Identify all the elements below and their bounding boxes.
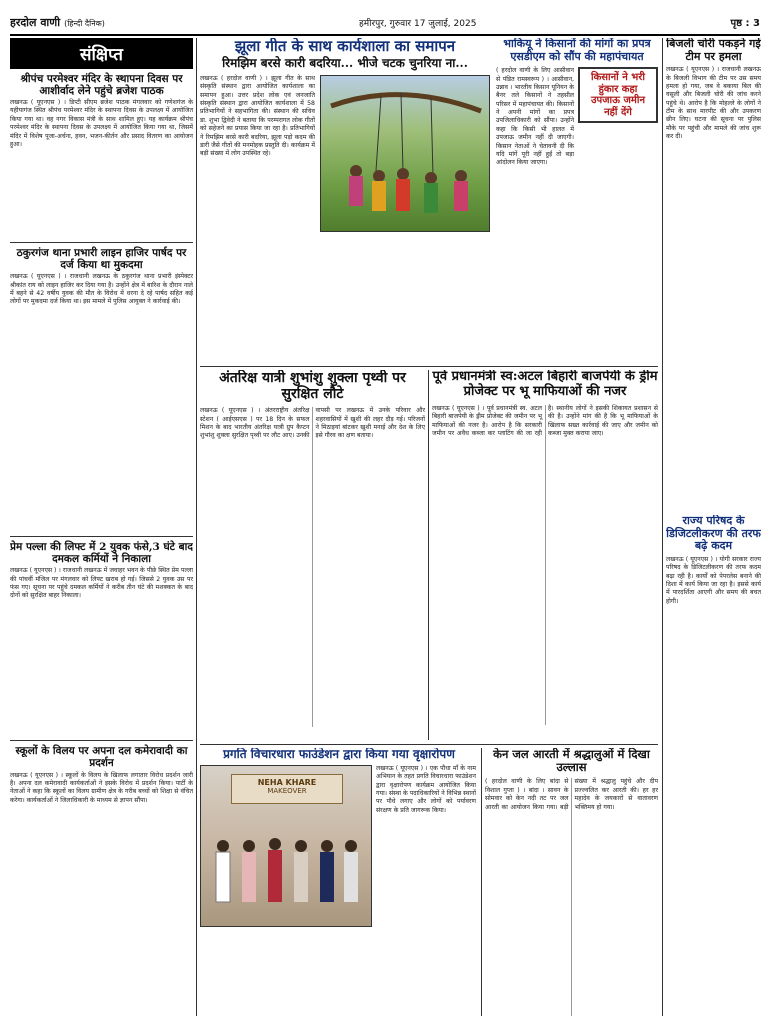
brief-item-4 [10,745,193,805]
atal-story [432,370,658,740]
sankshipt-title: संक्षिप्त [10,38,193,69]
banner-text-left: NEHA KHARE [257,777,317,787]
brief-headline: स्कूलों के विलय पर अपना दल कमेरावादी का प्रदर्शन [15,745,188,770]
bijli-body: लखनऊ ( यूएनएस ) । राजधानी लखनऊ के बिजली विभाग की टीम पर उस समय हमला हो गया, जब वे बकाया बिल की वसूली और बिजली चोरी की जांच करने पहुंचे थे। आरोप है कि मोहल्ले के लोगों ने टीम के साथ मारपीट की और उपकरण छीन लिए। घटना की सूचना पर पुलिस मौके पर पहुंची और मामले की जांच शुरू कर दी। [666,66,761,141]
paper-type: (हिन्दी दैनिक) [64,18,105,28]
bhakiyu-body: ( हरदोल वाणी के लिए आसीवान से पंडित रामस्वरूप ) । आसीवान, उन्नाव । भारतीय किसान यूनियन के बैनर तले किसानों ने तहसील परिसर में महापंचायत की। किसानों ने अपनी मांगों का प्रपत्र उपजिलाधिकारी को सौंपा। उन्होंने कहा कि किसी भी हालत में उपजाऊ जमीन नहीं दी जाएगी। किसान नेताओं ने चेतावनी दी कि यदि मांगें पूरी नहीं हुईं तो बड़ा आंदोलन किया जाएगा। [496,67,574,167]
shukla-headline: अंतरिक्ष यात्री शुभांशु शुक्ला पृथ्वी पर सुरक्षित लौटे [219,370,406,403]
boxed-quote-text: किसानों ने भरी हुंकार कहा उपजाऊ जमीन नहीं देंगे [590,72,646,118]
swing-scene-icon [321,76,489,231]
brief-item-3 [10,541,193,737]
page-label: पृष्ठ : 3 [730,18,760,29]
brief-headline: प्रेम पल्ला की लिफ्ट में 2 युवक फंसे,3 घंटे बाद दमकल कर्मियों ने निकाला [10,541,193,566]
jhoola-subheadline: रिमझिम बरसे कारी बदरिया... भीजे चटक चुनरिया ना... [222,56,468,71]
vriksharopan-body: लखनऊ ( यूएनएस ) । एक पौधा माँ के नाम अभियान के तहत प्रगति विचारधारा फाउंडेशन द्वारा वृक्षारोपण कार्यक्रम आयोजित किया गया। संस्था के पदाधिकारियों ने विभिन्न स्थानों पर पौधे लगाए और लोगों को पर्यावरण संरक्षण के प्रति जागरूक किया। [376,764,476,814]
rajya-story [666,515,761,1015]
atal-headline: पूर्व प्रधानमंत्री स्व:अटल बिहारी बाजपेयी के ड्रीम प्रोजेक्ट पर भू माफियाओं की नजर [432,370,658,399]
group-people-icon [201,766,371,926]
atal-body: लखनऊ ( यूएनएस ) । पूर्व प्रधानमंत्री स्व. अटल बिहारी बाजपेयी के ड्रीम प्रोजेक्ट की जमीन पर भू माफियाओं की नजर है। आरोप है कि सरकारी जमीन पर अवैध कब्जा कर प्लाटिंग की जा रही है। स्थानीय लोगों ने इसकी शिकायत प्रशासन से की है। उन्होंने मांग की है कि भू माफियाओं के खिलाफ सख्त कार्रवाई की जाए और जमीन को कब्जा मुक्त कराया जाए। [432,404,658,437]
vriksharopan-body-bottom [200,930,478,1010]
bijli-story [666,38,761,438]
banner-text-right: MAKEOVER [267,786,307,795]
sankshipt-column [10,38,193,1016]
brief-item-2 [10,247,193,533]
brief-headline: ठकुरगंज थाना प्रभारी लाइन हाजिर पार्षद पर दर्ज किया था मुकदमा [16,247,187,272]
dateline: हमीरपुर, गुरुवार 17 जुलाई, 2025 [358,18,477,29]
vriksharopan-headline: प्रगति विचारधारा फाउंडेशन द्वारा किया गया वृक्षारोपण [223,748,455,761]
jhoola-headline: झूला गीत के साथ कार्यशाला का समापन [234,38,456,55]
jhoola-photo [320,75,490,232]
rajya-headline: राज्य परिषद के डिजिटलीकरण की तरफ बढ़े कदम [666,515,761,553]
jhoola-body-continued [320,235,490,330]
jhoola-body: लखनऊ ( हरदोल वाणी ) । झूला गीत के साथ संस्कृति संस्थान द्वारा आयोजित कार्यशाला का समापन हुआ। उत्तर प्रदेश लोक एवं जनजाति संस्कृति संस्थान द्वारा आयोजित कार्यशाला में 58 प्रतिभागियों ने सहभागिता की। संस्थान की सचिव डा. शुभा द्विवेदी ने बताया कि परम्परागत लोक गीतों को सहेजने का प्रयास किया जा रहा है। प्रतिभागियों ने रिमझिम बरसे कारी बदरिया, झूला पड़ो कदम की डारी जैसे गीतों की मनमोहक प्रस्तुति दी। कार्यक्रम में बड़ी संख्या में लोग उपस्थित रहे। [200,75,315,158]
shukla-story [200,370,425,740]
brief-body: लखनऊ ( यूएनएस ) । स्कूलों के विलय के खिलाफ लगातार विरोध प्रदर्शन जारी है। अपना दल कमेरावादी कार्यकर्ताओं ने इसके विरोध में प्रदर्शन किया। पार्टी के नेताओं ने कहा कि स्कूलों का विलय ग्रामीण क्षेत्र के गरीब बच्चों को शिक्षा से वंचित करेगा। कार्यकर्ताओं ने जिलाधिकारी के माध्यम से ज्ञापन सौंपा। [10,771,193,804]
vriksharopan-story [200,748,478,1016]
rajya-body: लखनऊ ( यूएनएस ) । योगी सरकार राज्य परिषद के डिजिटलीकरण की तरफ कदम बढ़ा रही है। कार्यों को पेपरलेस बनाने की दिशा में कार्य किया जा रहा है। इससे कार्य में पारदर्शिता आएगी और समय की बचत होगी। [666,555,761,605]
bhakiyu-body-continued [578,126,658,346]
bhakiyu-headline: भाकियू ने किसानों की मांगों का प्रपत्र एसडीएम को सौंप की महापंचायत [503,38,651,63]
paper-name: हरदोल वाणी [10,15,61,29]
masthead [10,10,760,36]
ken-aarti-body: ( हरदोल वाणी के लिए बांदा से विशाल गुप्ता ) । बांदा । सावन के सोमवार को केन नदी तट पर जल आरती का आयोजन किया गया। बड़ी संख्या में श्रद्धालु पहुंचे और दीप प्रज्ज्वलित कर आरती की। हर हर महादेव के जयकारों से वातावरण भक्तिमय हो गया। [485,778,658,811]
brief-headline: श्रीपंच परमेश्वर मंदिर के स्थापना दिवस पर आशीर्वाद लेने पहुंचे ब्रजेश पाठक [20,73,183,98]
boxed-quote [578,67,658,123]
ken-aarti-story [485,748,658,1016]
bhakiyu-story [496,38,658,363]
brief-body: लखनऊ ( यूएनएस ) । राजधानी लखनऊ में जवाहर भवन के पीछे स्थित प्रेम पल्ला की पांचवीं मंजिल पर मंगलवार को लिफ्ट खराब हो गई। जिससे 2 युवक उस पर फंस गए। सूचना पर पहुंचे दमकल कर्मियों ने करीब तीन घंटे की मशक्कत के बाद दोनों को सुरक्षित बाहर निकाला। [10,567,193,600]
jhoola-story [200,38,490,363]
vriksharopan-photo [200,765,372,927]
bijli-headline: बिजली चोरी पकड़ने गई टीम पर हमला [666,38,761,63]
brief-body: लखनऊ ( यूएनएस ) । डिप्टी सीएम ब्रजेश पाठक मंगलवार को गणेशगंज के यहीयागंज स्थित श्रीपंच परमेश्वर मंदिर के स्थापना दिवस के उपलक्ष्य में आयोजित किया गया था। वह नगर विकास मंत्री के साथ शामिल हुए। यह कार्यक्रम श्रीपंच परमेश्वर मंदिर के स्थापना दिवस के उपलक्ष्य में आयोजित किया गया था, जिसमें मंदिर में विशेष पूजा-अर्चना, हवन, भजन-कीर्तन और प्रसाद वितरण का आयोजन हुआ। [10,99,193,148]
brief-body: लखनऊ ( यूएनएस ) । राजधानी लखनऊ के ठकुरगंज थाना प्रभारी इंस्पेक्टर श्रीकांत राय को लाइन हाजिर कर दिया गया है। उन्होंने क्षेत्र में बारिश के दौरान नाले में बहने से 42 वर्षीय युवक की मौत के विरोध में धरना दे रहे पार्षद सहित कई लोगों पर मुकदमा दर्ज किया था। इस मामले में पुलिस आयुक्त ने कार्रवाई की। [10,273,193,306]
brief-item-1 [10,73,193,239]
shukla-body: लखनऊ ( यूएनएस ) । अंतरराष्ट्रीय अंतरिक्ष स्टेशन ( आईएसएस ) पर 18 दिन के सफल मिशन के बाद भारतीय अंतरिक्ष यात्री ग्रुप कैप्टन शुभांशु शुक्ला सुरक्षित पृथ्वी पर लौट आए। उनकी वापसी पर लखनऊ में उनके परिवार और शहरवासियों में खुशी की लहर दौड़ गई। परिजनों ने मिठाइयां बांटकर खुशी मनाई और देश के लिए इसे गौरव का क्षण बताया। [200,407,425,440]
ken-aarti-headline: केन जल आरती में श्रद्धालुओं में दिखा उल्लास [493,748,650,775]
